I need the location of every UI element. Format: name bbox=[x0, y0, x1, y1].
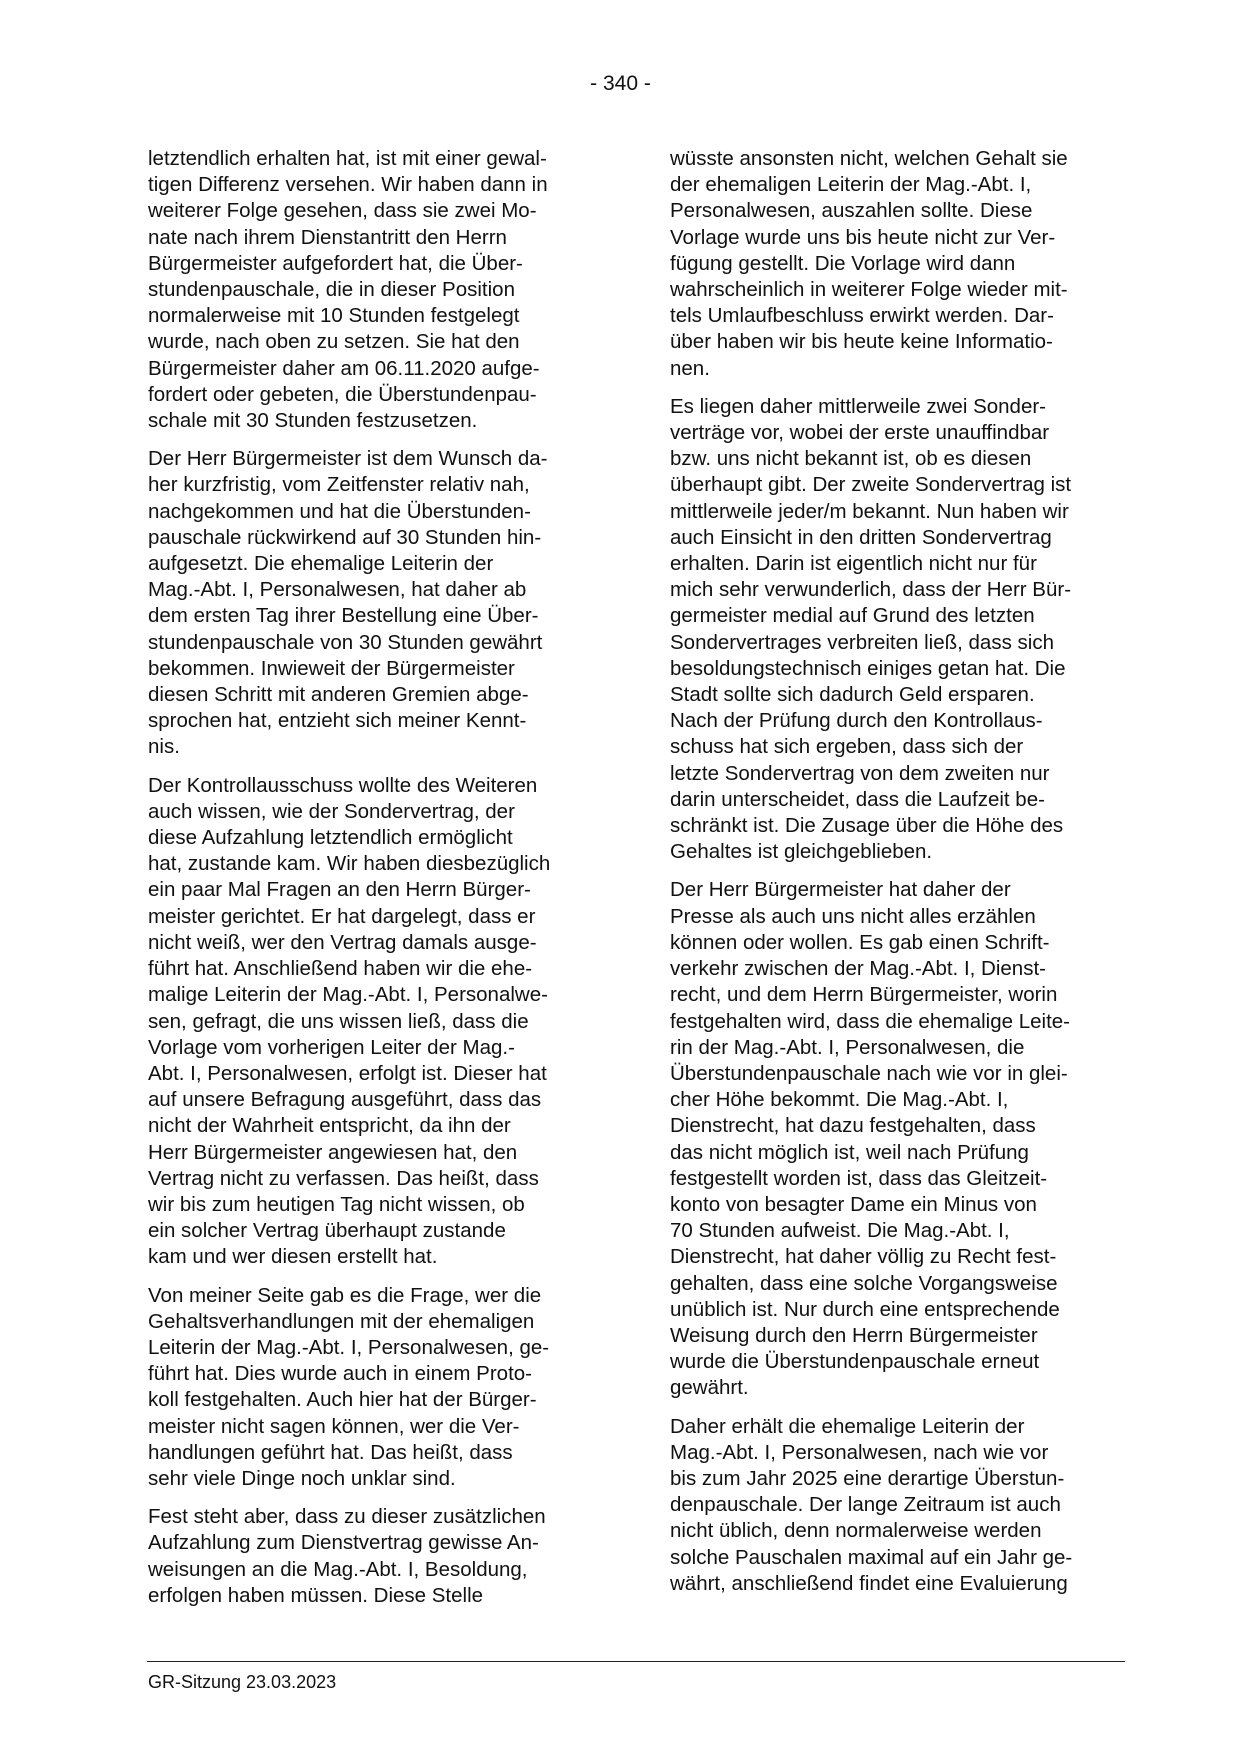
text-line: germeister medial auf Grund des letzten bbox=[670, 604, 1035, 628]
left-column bbox=[148, 146, 608, 1621]
text-line: darin unterscheidet, dass die Laufzeit be- bbox=[670, 787, 1045, 811]
text-line: Von meiner Seite gab es die Frage, wer die bbox=[148, 1283, 542, 1307]
text-line: tigen Differenz versehen. Wir haben dann in bbox=[148, 173, 548, 197]
text-line: führt hat. Anschließend haben wir die ehe- bbox=[148, 957, 533, 981]
text-line: bekommen. Inwieweit der Bürgermeister bbox=[148, 656, 515, 680]
text-line: nate nach ihrem Dienstantritt den Herrn bbox=[148, 225, 507, 249]
text-line: das nicht möglich ist, weil nach Prüfung bbox=[670, 1140, 1029, 1164]
text-line: wir bis zum heutigen Tag nicht wissen, ob bbox=[148, 1192, 525, 1216]
text-line: solche Pauschalen maximal auf ein Jahr ge- bbox=[670, 1545, 1073, 1569]
text-line: meister nicht sagen können, wer die Ver- bbox=[148, 1414, 520, 1438]
text-line: Gehaltsverhandlungen mit der ehemaligen bbox=[148, 1309, 535, 1333]
text-line: kam und wer diesen erstellt hat. bbox=[148, 1245, 438, 1269]
text-line: rin der Mag.-Abt. I, Personalwesen, die bbox=[670, 1035, 1025, 1059]
paragraph bbox=[148, 1283, 608, 1493]
text-line: Der Kontrollausschuss wollte des Weiteren bbox=[148, 773, 538, 797]
page-number: - 340 - bbox=[590, 72, 651, 95]
text-line: schale mit 30 Stunden festzusetzen. bbox=[148, 409, 478, 433]
text-line: nis. bbox=[148, 735, 180, 759]
text-line: letzte Sondervertrag von dem zweiten nur bbox=[670, 761, 1050, 785]
text-line: bis zum Jahr 2025 eine derartige Überstun- bbox=[670, 1466, 1065, 1490]
text-line: Personalwesen, auszahlen sollte. Diese bbox=[670, 199, 1033, 223]
text-line: festgestellt worden ist, dass das Gleitzeit- bbox=[670, 1166, 1048, 1190]
text-line: währt, anschließend findet eine Evaluierung bbox=[670, 1571, 1068, 1595]
paragraph bbox=[148, 773, 608, 1271]
paragraph bbox=[670, 1414, 1130, 1597]
text-line: schuss hat sich ergeben, dass sich der bbox=[670, 735, 1024, 759]
text-line: wurde die Überstundenpauschale erneut bbox=[670, 1350, 1040, 1374]
text-line: Abt. I, Personalwesen, erfolgt ist. Dieser hat bbox=[148, 1061, 547, 1085]
text-line: konto von besagter Dame ein Minus von bbox=[670, 1192, 1037, 1216]
text-line: letztendlich erhalten hat, ist mit einer gewal- bbox=[148, 147, 547, 170]
text-line: auf unsere Befragung ausgeführt, dass das bbox=[148, 1088, 542, 1112]
text-line: normalerweise mit 10 Stunden festgelegt bbox=[148, 304, 520, 328]
text-line: der ehemaligen Leiterin der Mag.-Abt. I, bbox=[670, 173, 1032, 197]
text-line: Mag.-Abt. I, Personalwesen, nach wie vor bbox=[670, 1440, 1049, 1464]
paragraph bbox=[148, 1504, 608, 1609]
text-line: Vorlage wurde uns bis heute nicht zur Ver- bbox=[670, 225, 1056, 249]
text-line: meister gerichtet. Er hat dargelegt, dass er bbox=[148, 904, 536, 928]
text-line: auch Einsicht in den dritten Sondervertrag bbox=[670, 525, 1052, 549]
text-line: koll festgehalten. Auch hier hat der Bürger- bbox=[148, 1388, 537, 1412]
text-line: wüsste ansonsten nicht, welchen Gehalt sie bbox=[670, 147, 1068, 170]
text-line: weiterer Folge gesehen, dass sie zwei Mo- bbox=[148, 199, 537, 223]
footer-session-date: GR-Sitzung 23.03.2023 bbox=[148, 1672, 337, 1692]
paragraph bbox=[148, 146, 608, 434]
text-line: wurde, nach oben zu setzen. Sie hat den bbox=[148, 330, 520, 354]
text-line: mich sehr verwunderlich, dass der Herr Bür- bbox=[670, 578, 1072, 602]
text-line: diesen Schritt mit anderen Gremien abge- bbox=[148, 683, 529, 707]
text-line: denpauschale. Der lange Zeitraum ist auch bbox=[670, 1493, 1061, 1517]
text-line: schränkt ist. Die Zusage über die Höhe des bbox=[670, 814, 1064, 838]
text-line: diese Aufzahlung letztendlich ermöglicht bbox=[148, 826, 513, 850]
text-line: Der Herr Bürgermeister ist dem Wunsch da- bbox=[148, 447, 548, 471]
text-line: 70 Stunden aufweist. Die Mag.-Abt. I, bbox=[670, 1219, 1010, 1243]
text-line: können oder wollen. Es gab einen Schrift- bbox=[670, 930, 1050, 954]
text-line: dem ersten Tag ihrer Bestellung eine Über- bbox=[148, 604, 539, 628]
text-line: aufgesetzt. Die ehemalige Leiterin der bbox=[148, 552, 494, 576]
right-column bbox=[670, 146, 1130, 1609]
text-line: sprochen hat, entzieht sich meiner Kennt- bbox=[148, 709, 527, 733]
text-line: Aufzahlung zum Dienstvertrag gewisse An- bbox=[148, 1531, 539, 1555]
text-line: Der Herr Bürgermeister hat daher der bbox=[670, 878, 1011, 902]
text-line: malige Leiterin der Mag.-Abt. I, Personalwe- bbox=[148, 983, 548, 1007]
text-line: Daher erhält die ehemalige Leiterin der bbox=[670, 1414, 1025, 1438]
text-line: führt hat. Dies wurde auch in einem Proto- bbox=[148, 1362, 532, 1386]
text-line: Sondervertrages verbreiten ließ, dass sich bbox=[670, 630, 1054, 654]
text-line: ein paar Mal Fragen an den Herrn Bürger- bbox=[148, 878, 531, 902]
text-line: Stadt sollte sich dadurch Geld ersparen. bbox=[670, 683, 1035, 707]
text-line: Es liegen daher mittlerweile zwei Sonder- bbox=[670, 394, 1047, 418]
text-line: mittlerweile jeder/m bekannt. Nun haben wir bbox=[670, 499, 1069, 523]
text-line: nen. bbox=[670, 356, 710, 380]
text-line: gewährt. bbox=[670, 1376, 749, 1400]
text-line: Vertrag nicht zu verfassen. Das heißt, dass bbox=[148, 1166, 539, 1190]
text-line: festgehalten wird, dass die ehemalige Leite- bbox=[670, 1009, 1070, 1033]
text-line: Gehaltes ist gleichgeblieben. bbox=[670, 840, 933, 864]
text-line: nicht üblich, denn normalerweise werden bbox=[670, 1519, 1042, 1543]
text-line: Bürgermeister aufgefordert hat, die Über- bbox=[148, 251, 523, 275]
text-line: handlungen geführt hat. Das heißt, dass bbox=[148, 1440, 513, 1464]
text-line: sehr viele Dinge noch unklar sind. bbox=[148, 1466, 456, 1490]
text-line: überhaupt gibt. Der zweite Sondervertrag ist bbox=[670, 473, 1072, 497]
text-line: nicht der Wahrheit entspricht, da ihn der bbox=[148, 1114, 511, 1138]
text-line: fügung gestellt. Die Vorlage wird dann bbox=[670, 251, 1016, 275]
paragraph bbox=[148, 446, 608, 760]
text-line: bzw. uns nicht bekannt ist, ob es diesen bbox=[670, 447, 1032, 471]
paragraph bbox=[670, 877, 1130, 1401]
text-line: besoldungstechnisch einiges getan hat. Die bbox=[670, 656, 1066, 680]
text-line: stundenpauschale, die in dieser Position bbox=[148, 278, 515, 302]
text-line: hat, zustande kam. Wir haben diesbezüglich bbox=[148, 852, 551, 876]
text-line: über haben wir bis heute keine Informatio- bbox=[670, 330, 1053, 354]
text-line: Herr Bürgermeister angewiesen hat, den bbox=[148, 1140, 518, 1164]
text-line: erhalten. Darin ist eigentlich nicht nur für bbox=[670, 552, 1037, 576]
text-line: Weisung durch den Herrn Bürgermeister bbox=[670, 1323, 1038, 1347]
text-line: stundenpauschale von 30 Stunden gewährt bbox=[148, 630, 543, 654]
text-line: weisungen an die Mag.-Abt. I, Besoldung, bbox=[148, 1557, 528, 1581]
text-line: nicht weiß, wer den Vertrag damals ausge- bbox=[148, 930, 537, 954]
text-line: Presse als auch uns nicht alles erzählen bbox=[670, 904, 1036, 928]
text-line: unüblich ist. Nur durch eine entsprechende bbox=[670, 1297, 1060, 1321]
text-line: verkehr zwischen der Mag.-Abt. I, Dienst- bbox=[670, 957, 1046, 981]
paragraph bbox=[670, 146, 1130, 382]
text-line: Mag.-Abt. I, Personalwesen, hat daher ab bbox=[148, 578, 527, 602]
text-line: Überstundenpauschale nach wie vor in glei- bbox=[670, 1061, 1068, 1085]
text-line: tels Umlaufbeschluss erwirkt werden. Dar- bbox=[670, 304, 1054, 328]
text-line: ein solcher Vertrag überhaupt zustande bbox=[148, 1219, 506, 1243]
text-line: her kurzfristig, vom Zeitfenster relativ nah, bbox=[148, 473, 530, 497]
text-line: Leiterin der Mag.-Abt. I, Personalwesen, ge- bbox=[148, 1335, 550, 1359]
text-line: Dienstrecht, hat dazu festgehalten, dass bbox=[670, 1114, 1036, 1138]
text-line: Vorlage vom vorherigen Leiter der Mag.- bbox=[148, 1035, 515, 1059]
text-line: fordert oder gebeten, die Überstundenpau- bbox=[148, 382, 537, 406]
text-line: recht, und dem Herrn Bürgermeister, worin bbox=[670, 983, 1058, 1007]
text-line: nachgekommen und hat die Überstunden- bbox=[148, 499, 531, 523]
text-line: Nach der Prüfung durch den Kontrollaus- bbox=[670, 709, 1043, 733]
text-line: auch wissen, wie der Sondervertrag, der bbox=[148, 799, 515, 823]
text-line: wahrscheinlich in weiterer Folge wieder mit- bbox=[670, 278, 1068, 302]
text-line: Dienstrecht, hat daher völlig zu Recht fest- bbox=[670, 1245, 1057, 1269]
text-line: sen, gefragt, die uns wissen ließ, dass die bbox=[148, 1009, 529, 1033]
paragraph bbox=[670, 394, 1130, 866]
text-line: gehalten, dass eine solche Vorgangsweise bbox=[670, 1271, 1058, 1295]
footer-divider bbox=[147, 1661, 1125, 1662]
text-line: Bürgermeister daher am 06.11.2020 aufge- bbox=[148, 356, 540, 380]
text-line: verträge vor, wobei der erste unauffindbar bbox=[670, 421, 1050, 445]
text-line: erfolgen haben müssen. Diese Stelle bbox=[148, 1583, 484, 1607]
text-line: Fest steht aber, dass zu dieser zusätzlichen bbox=[148, 1505, 546, 1529]
text-line: cher Höhe bekommt. Die Mag.-Abt. I, bbox=[670, 1088, 1009, 1112]
text-line: pauschale rückwirkend auf 30 Stunden hin- bbox=[148, 525, 542, 549]
